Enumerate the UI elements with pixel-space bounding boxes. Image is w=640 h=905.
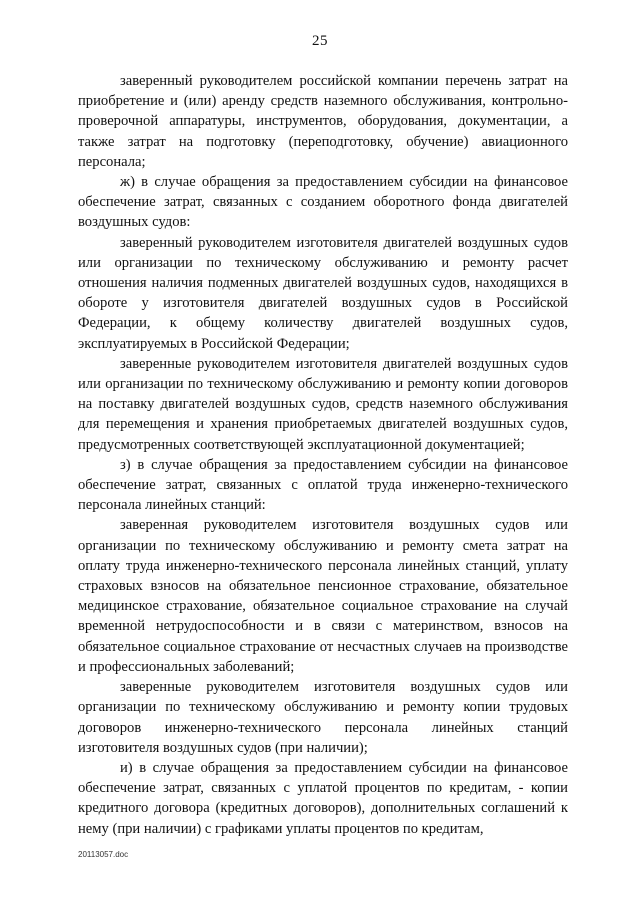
- paragraph: и) в случае обращения за предоставлением субсидии на финансовое обеспечение затрат, связанных с уплатой процентов по кредитам, - копии кредитного договора (кредитных договоров), дополнительных соглашений к нему (при наличии) с графиками уплаты процентов по кредитам,: [78, 759, 568, 837]
- page-number: 25: [312, 33, 328, 49]
- footer-filename: 20113057.doc: [78, 850, 129, 859]
- paragraph: з) в случае обращения за предоставлением субсидии на финансовое обеспечение затрат, связанных с оплатой труда инженерно-технического персонала линейных станций:: [78, 456, 568, 514]
- paragraph: заверенные руководителем изготовителя воздушных судов или организации по техническому обслуживанию и ремонту копии трудовых договоров инженерно-технического персонала линейных станций изготовителя воздушных судов (при наличии);: [78, 679, 568, 756]
- paragraph: заверенный руководителем изготовителя двигателей воздушных судов или организации по техническому обслуживанию и ремонту расчет отношения наличия подменных двигателей воздушных судов, находящихся в обороте у изготовителя двигателей воздушных судов в Российской Федерации, к общему количеству двигателей воздушных судов, эксплуатируемых в Российской Федерации;: [78, 234, 568, 352]
- document-body: [78, 71, 568, 839]
- paragraph: заверенные руководителем изготовителя двигателей воздушных судов или организации по техническому обслуживанию и ремонту копии договоров на поставку двигателей воздушных судов, средств наземного обслуживания для перемещения и хранения приобретаемых двигателей воздушных судов, предусмотренных соответствующей эксплуатационной документацией;: [78, 355, 568, 453]
- paragraph: заверенная руководителем изготовителя воздушных судов или организации по техническому обслуживанию и ремонту смета затрат на оплату труда инженерно-технического персонала линейных станций, уплату страховых взносов на обязательное пенсионное страхование, обязательное медицинское страхование, обязательное социальное страхование на случай временной нетрудоспособности и в связи с материнством, взносов на обязательное социальное страхование от несчастных случаев на производстве и профессиональных заболеваний;: [78, 517, 568, 675]
- paragraph: заверенный руководителем российской компании перечень затрат на приобретение и (или) аренду средств наземного обслуживания, контрольно-проверочной аппаратуры, инструментов, оборудования, документации, а также затрат на подготовку (переподготовку, обучение) авиационного персонала;: [78, 73, 568, 170]
- paragraph: ж) в случае обращения за предоставлением субсидии на финансовое обеспечение затрат, связанных с созданием оборотного фонда двигателей воздушных судов:: [78, 174, 568, 231]
